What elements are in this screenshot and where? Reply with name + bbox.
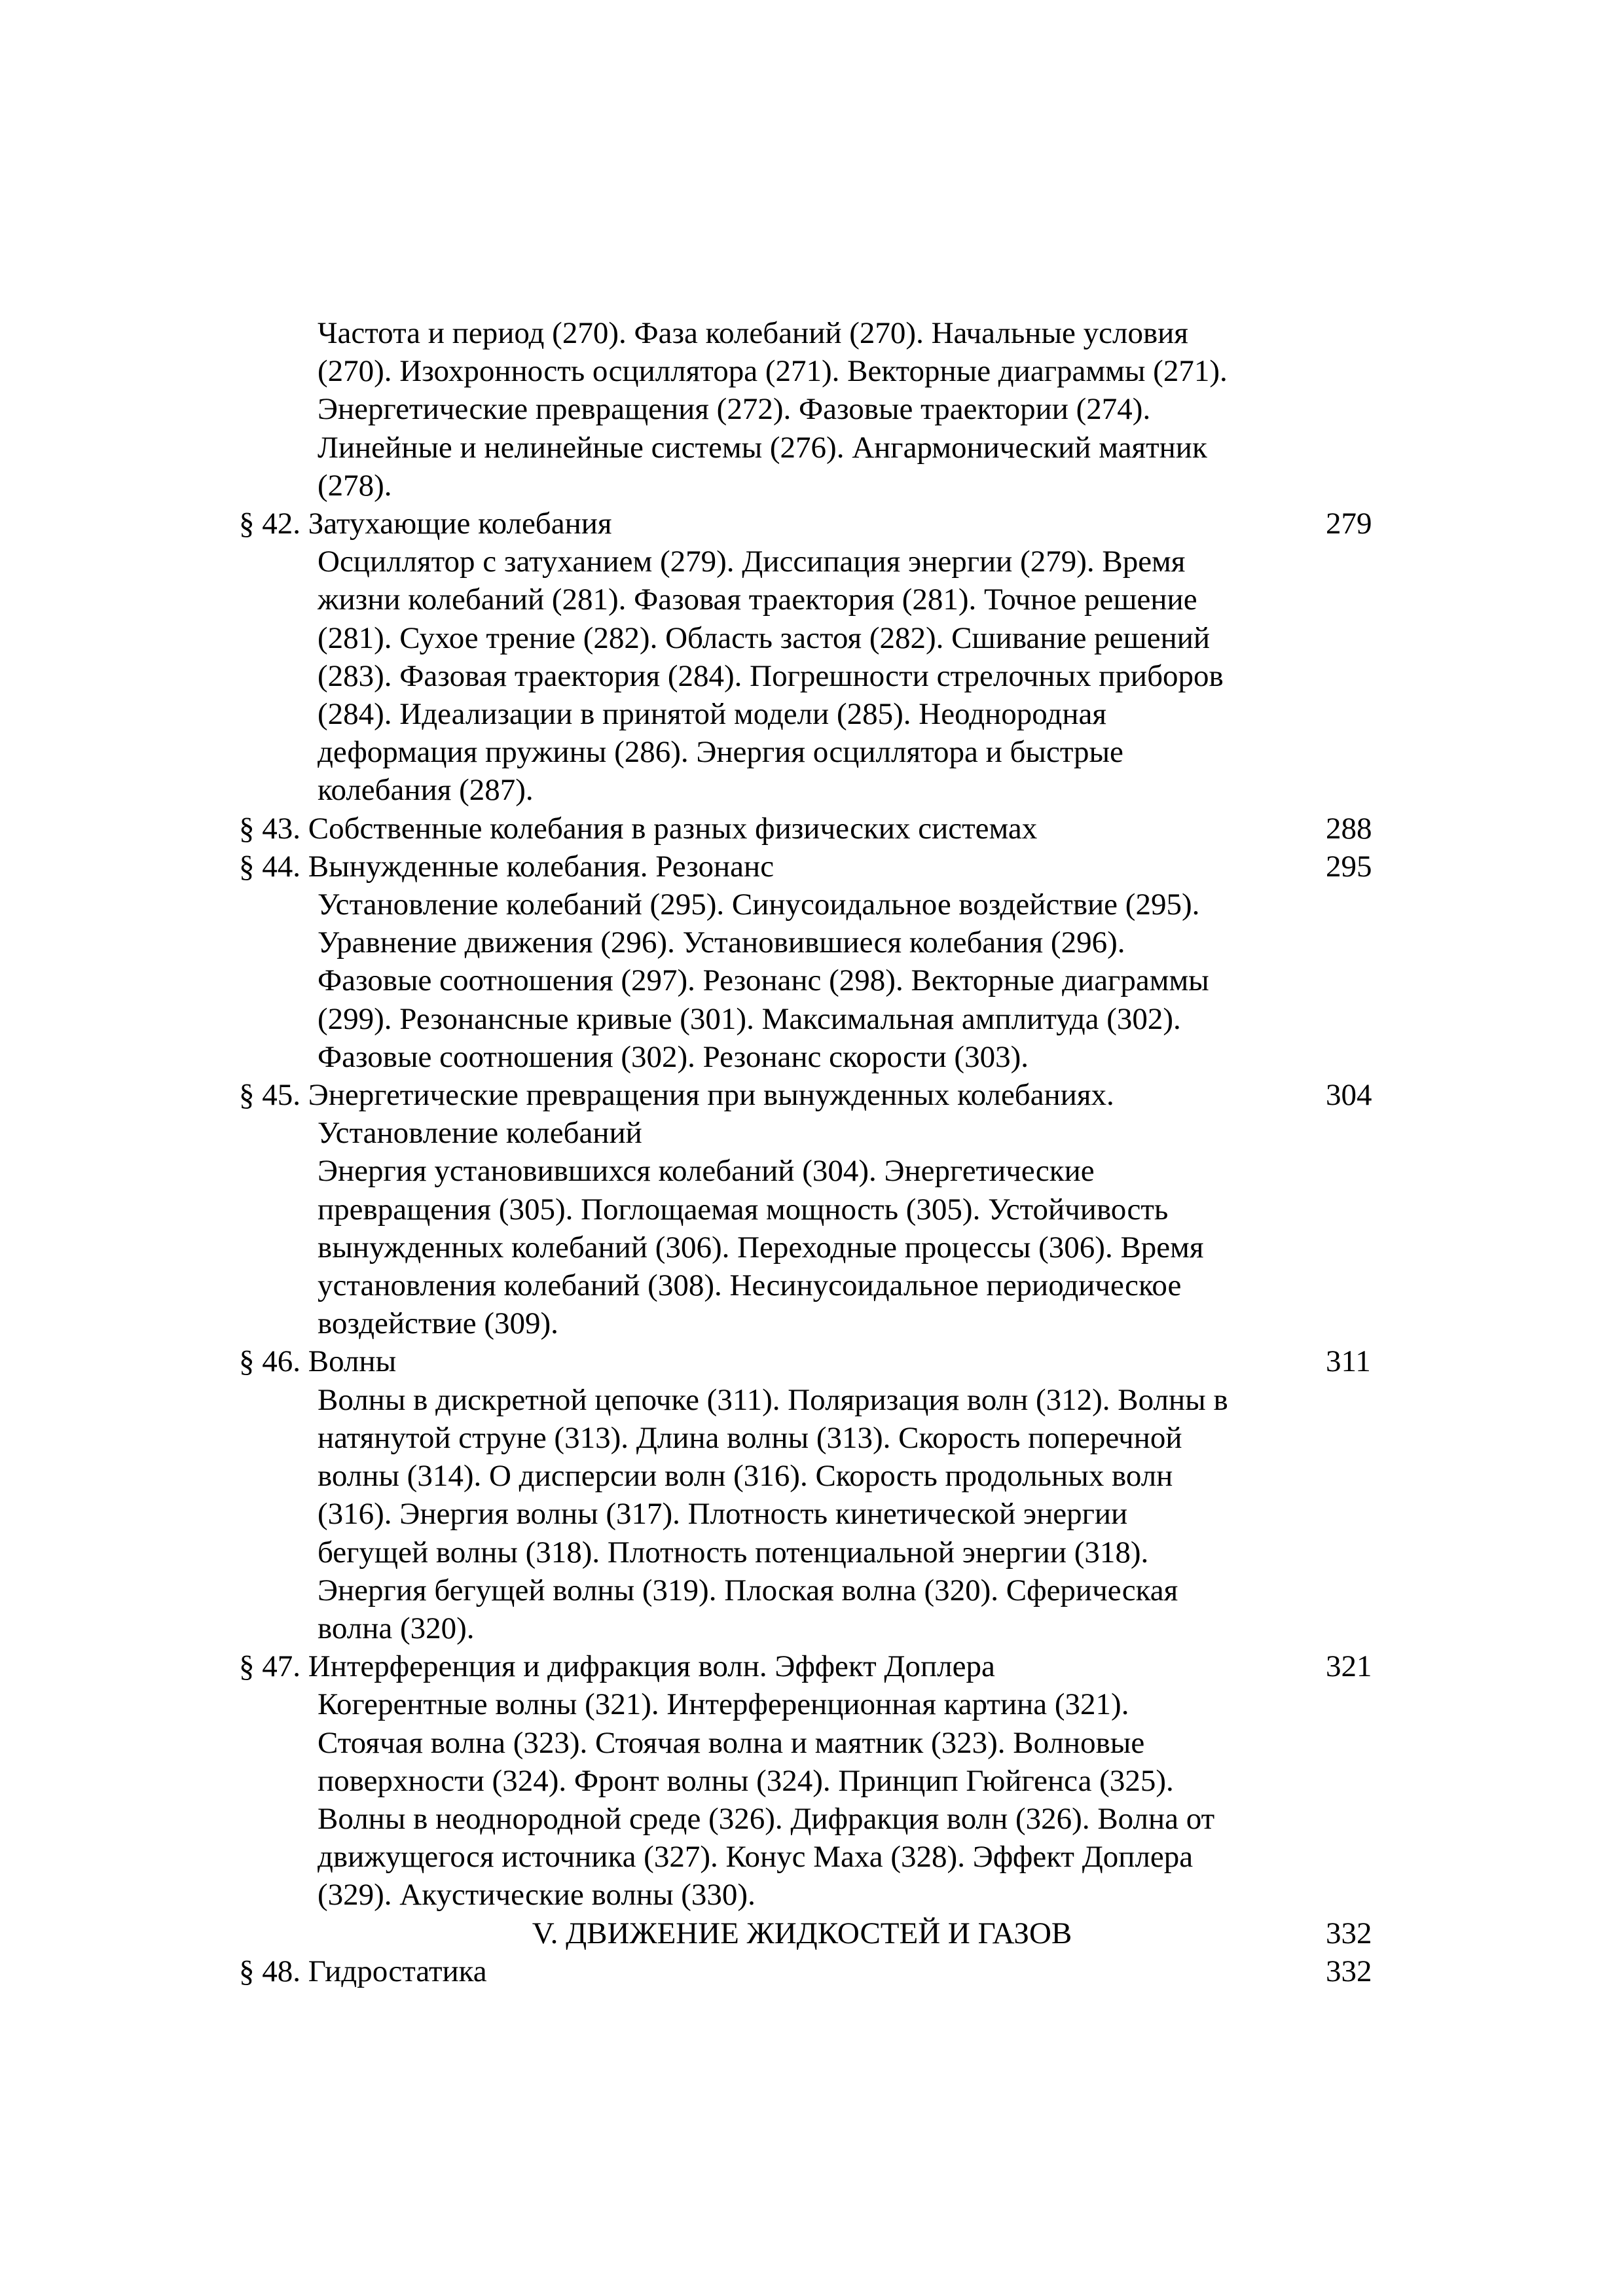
description-line: (270). Изохронность осциллятора (271). Векторные диаграммы (271). (318, 354, 1228, 389)
description-line: (299). Резонансные кривые (301). Максимальная амплитуда (302). (318, 1001, 1181, 1036)
page-number: 332 (1326, 1954, 1372, 1988)
intro-description (239, 314, 1365, 505)
description-line: бегущей волны (318). Плотность потенциальной энергии (318). (318, 1535, 1149, 1570)
description-line: деформация пружины (286). Энергия осциллятора и быстрые (318, 735, 1123, 770)
description-line: Линейные и нелинейные системы (276). Ангармонический маятник (318, 430, 1207, 465)
description-line: Фазовые соотношения (297). Резонанс (298). Векторные диаграммы (318, 963, 1209, 998)
chapter-title: V. ДВИЖЕНИЕ ЖИДКОСТЕЙ И ГАЗОВ (532, 1916, 1072, 1950)
description-line: (281). Сухое трение (282). Область застоя (282). Сшивание решений (318, 620, 1211, 655)
description-line: Стоячая волна (323). Стоячая волна и маятник (323). Волновые (318, 1725, 1145, 1760)
section-title: § 48. Гидростатика (239, 1954, 487, 1988)
description-line: волны (314). О дисперсии волн (316). Скорость продольных волн (318, 1459, 1173, 1494)
description-line: колебания (287). (318, 773, 534, 808)
description-line: Волны в неоднородной среде (326). Дифракция волн (326). Волна от (318, 1801, 1215, 1836)
section-description (239, 1685, 1365, 1914)
chapter-heading (239, 1914, 1365, 1952)
toc-entry-48[interactable] (239, 1952, 1391, 1990)
section-title: § 45. Энергетические превращения при вынужденных колебаниях. (239, 1078, 1114, 1113)
description-line: вынужденных колебаний (306). Переходные процессы (306). Время (318, 1230, 1204, 1265)
description-line: волна (320). (318, 1611, 475, 1645)
section-title: § 44. Вынужденные колебания. Резонанс (239, 849, 775, 884)
toc-entry-46[interactable] (239, 1342, 1391, 1380)
page-number: 295 (1326, 849, 1372, 884)
table-of-contents (239, 314, 1391, 1990)
page-number: 304 (1326, 1078, 1372, 1113)
section-title-continuation: Установление колебаний (318, 1116, 642, 1151)
description-line: Фазовые соотношения (302). Резонанс скорости (303). (318, 1039, 1029, 1074)
description-line: Волны в дискретной цепочке (311). Поляризация волн (312). Волны в (318, 1382, 1228, 1417)
toc-entry-43[interactable] (239, 810, 1391, 848)
toc-entry-42[interactable] (239, 505, 1391, 543)
description-line: (284). Идеализации в принятой модели (285). Неоднородная (318, 697, 1106, 732)
page-number: 288 (1326, 811, 1372, 846)
section-title: § 46. Волны (239, 1344, 397, 1379)
description-line: Когерентные волны (321). Интерференционная картина (321). (318, 1687, 1129, 1722)
description-line: воздействие (309). (318, 1306, 558, 1341)
section-description (239, 886, 1365, 1076)
description-line: (329). Акустические волны (330). (318, 1878, 756, 1912)
description-line: поверхности (324). Фронт волны (324). Принцип Гюйгенса (325). (318, 1763, 1174, 1798)
description-line: (316). Энергия волны (317). Плотность кинетической энергии (318, 1497, 1128, 1532)
section-title: § 42. Затухающие колебания (239, 507, 612, 541)
description-line: Энергия бегущей волны (319). Плоская волна (320). Сферическая (318, 1573, 1178, 1607)
section-description (239, 1381, 1365, 1647)
toc-entry-chapter-5[interactable] (239, 1914, 1391, 1952)
page-number: 321 (1326, 1649, 1372, 1684)
description-line: (278). (318, 468, 392, 503)
description-line: установления колебаний (308). Несинусоидальное периодическое (318, 1268, 1182, 1303)
toc-entry-44[interactable] (239, 848, 1391, 886)
description-line: натянутой струне (313). Длина волны (313). Скорость поперечной (318, 1420, 1182, 1455)
description-line: Энергия установившихся колебаний (304). Энергетические (318, 1154, 1095, 1189)
description-line: Осциллятор с затуханием (279). Диссипация энергии (279). Время (318, 545, 1186, 579)
description-line: (283). Фазовая траектория (284). Погрешности стрелочных приборов (318, 658, 1224, 693)
section-title: § 43. Собственные колебания в разных физических системах (239, 811, 1038, 846)
description-line: превращения (305). Поглощаемая мощность (305). Устойчивость (318, 1192, 1169, 1227)
section-description (239, 543, 1365, 809)
toc-entry-45[interactable] (239, 1076, 1391, 1114)
description-line: Энергетические превращения (272). Фазовые траектории (274). (318, 392, 1151, 427)
toc-entry-47[interactable] (239, 1647, 1391, 1685)
description-line: Уравнение движения (296). Установившиеся колебания (296). (318, 925, 1125, 960)
description-line: Установление колебаний (295). Синусоидальное воздействие (295). (318, 888, 1200, 922)
description-line: жизни колебаний (281). Фазовая траектория (281). Точное решение (318, 583, 1197, 617)
page-number: 279 (1326, 507, 1372, 541)
description-line: Частота и период (270). Фаза колебаний (270). Начальные условия (318, 316, 1188, 350)
section-description (239, 1152, 1365, 1342)
page-number: 311 (1326, 1344, 1371, 1379)
page-number: 332 (1326, 1916, 1372, 1950)
section-title: § 47. Интерференция и дифракция волн. Эффект Доплера (239, 1649, 995, 1684)
description-line: движущегося источника (327). Конус Маха (328). Эффект Доплера (318, 1840, 1194, 1874)
